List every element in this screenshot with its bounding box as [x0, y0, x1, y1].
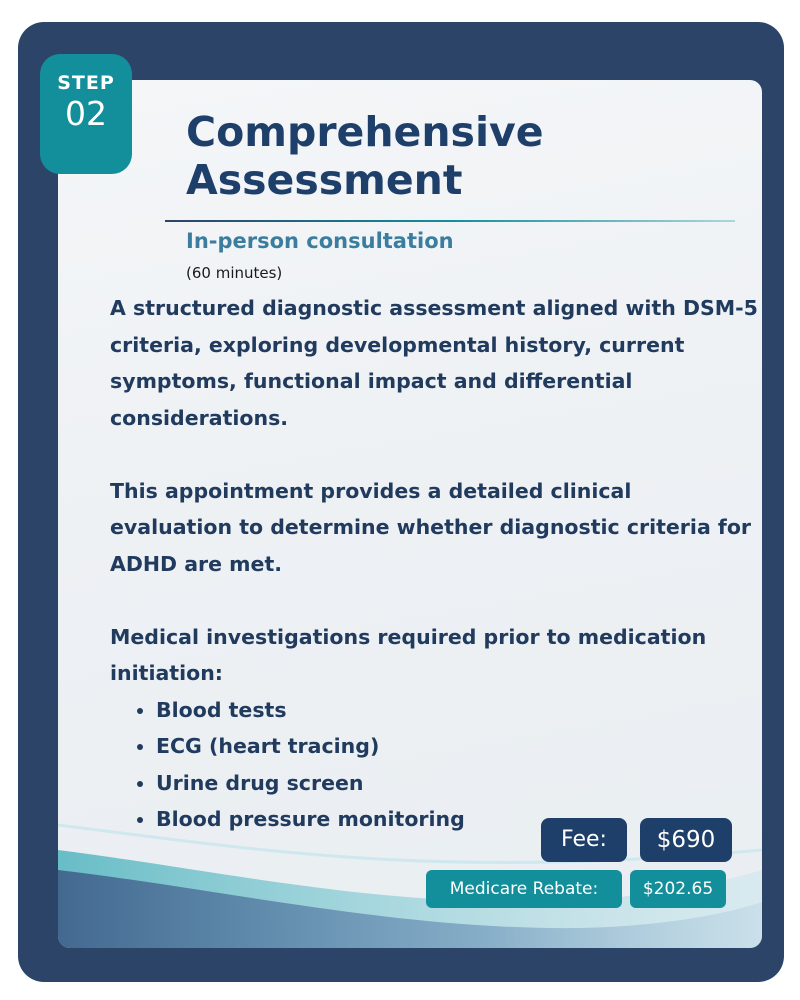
- medicare-rebate-label: Medicare Rebate:: [426, 870, 622, 908]
- investigations-intro: Medical investigations required prior to medication initiation:: [110, 624, 707, 685]
- title-divider: [165, 220, 735, 222]
- step-number: 02: [65, 94, 107, 133]
- description-paragraph: A structured diagnostic assessment aligned with DSM-5 criteria, exploring developmental history, current symptoms, functional impact and differential considerations.: [110, 296, 758, 430]
- step-label: STEP: [57, 72, 115, 94]
- list-item: • Blood tests: [156, 692, 760, 729]
- description-paragraph: This appointment provides a detailed clinical evaluation to determine whether diagnostic criteria for ADHD are met.: [110, 478, 752, 576]
- page-title: Comprehensive Assessment: [186, 108, 544, 204]
- step-badge: [40, 54, 132, 174]
- list-item: • Blood pressure monitoring: [156, 801, 760, 838]
- list-item: • Urine drug screen: [156, 765, 760, 802]
- list-item: • ECG (heart tracing): [156, 728, 760, 765]
- investigations-list: [110, 692, 760, 838]
- description: [110, 290, 760, 838]
- consultation-duration: (60 minutes): [186, 264, 283, 282]
- fee-value: $690: [640, 818, 732, 862]
- fee-label: Fee:: [541, 818, 627, 862]
- medicare-rebate-value: $202.65: [630, 870, 726, 908]
- consultation-type: In-person consultation: [186, 229, 454, 253]
